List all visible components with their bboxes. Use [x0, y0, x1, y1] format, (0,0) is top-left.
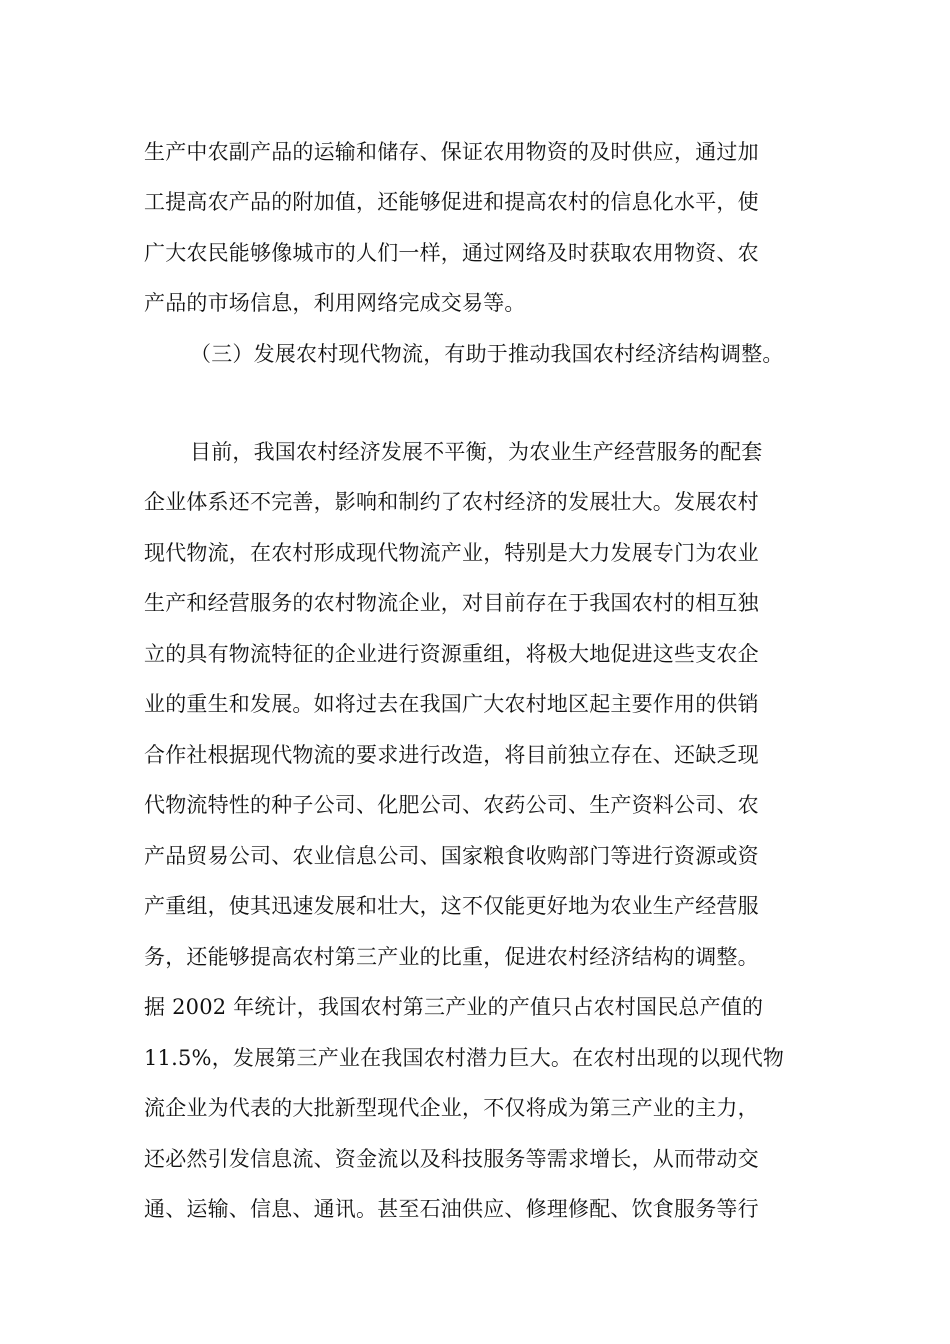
paragraph-line: 11.5%，发展第三产业在我国农村潜力巨大。在农村出现的以现代物 — [144, 1046, 785, 1070]
paragraph-line: 生产和经营服务的农村物流企业，对目前存在于我国农村的相互独 — [144, 591, 759, 615]
paragraph-line: 业的重生和发展。如将过去在我国广大农村地区起主要作用的供销 — [144, 692, 759, 716]
section-heading: （三）发展农村现代物流，有助于推动我国农村经济结构调整。 — [190, 342, 784, 366]
paragraph-line: 企业体系还不完善，影响和制约了农村经济的发展壮大。发展农村 — [144, 490, 759, 514]
paragraph-line: 据 2002 年统计，我国农村第三产业的产值只占农村国民总产值的 — [144, 995, 764, 1019]
paragraph-line: 产重组，使其迅速发展和壮大，这不仅能更好地为农业生产经营服 — [144, 894, 759, 918]
paragraph-line: 立的具有物流特征的企业进行资源重组，将极大地促进这些支农企 — [144, 642, 759, 666]
paragraph-line: 产品贸易公司、农业信息公司、国家粮食收购部门等进行资源或资 — [144, 844, 759, 868]
paragraph-line: 现代物流，在农村形成现代物流产业，特别是大力发展专门为农业 — [144, 541, 759, 565]
paragraph-line: 广大农民能够像城市的人们一样，通过网络及时获取农用物资、农 — [144, 241, 759, 265]
paragraph-line: 合作社根据现代物流的要求进行改造，将目前独立存在、还缺乏现 — [144, 743, 759, 767]
paragraph-line: 流企业为代表的大批新型现代企业，不仅将成为第三产业的主力， — [144, 1096, 759, 1120]
paragraph-line: 工提高农产品的附加值，还能够促进和提高农村的信息化水平，使 — [144, 190, 759, 214]
paragraph-line: 生产中农副产品的运输和储存、保证农用物资的及时供应，通过加 — [144, 140, 759, 164]
paragraph-line: 代物流特性的种子公司、化肥公司、农药公司、生产资料公司、农 — [144, 793, 759, 817]
paragraph-line: 产品的市场信息，利用网络完成交易等。 — [144, 291, 526, 315]
paragraph-line: 目前，我国农村经济发展不平衡，为农业生产经营服务的配套 — [190, 440, 763, 464]
paragraph-line: 通、运输、信息、通讯。甚至石油供应、修理修配、饮食服务等行 — [144, 1197, 759, 1221]
paragraph-line: 还必然引发信息流、资金流以及科技服务等需求增长，从而带动交 — [144, 1147, 759, 1171]
paragraph-line: 务，还能够提高农村第三产业的比重，促进农村经济结构的调整。 — [144, 945, 759, 969]
